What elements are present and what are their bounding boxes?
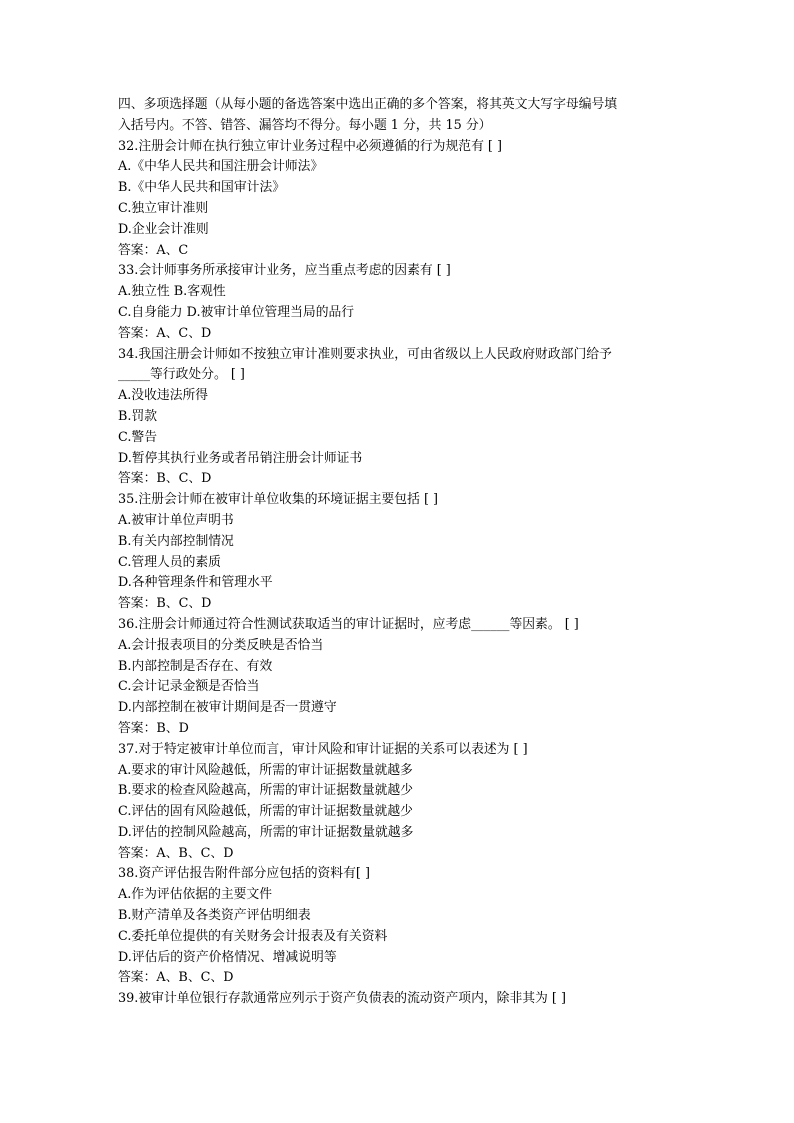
option-d: D.评估的控制风险越高，所需的审计证据数量就越多	[118, 824, 414, 840]
question-stem: 33.会计师事务所承接审计业务，应当重点考虑的因素有 [ ]	[118, 263, 451, 279]
question-stem-continued: _____等行政处分。 [ ]	[118, 367, 245, 383]
option-c: C.警告	[118, 429, 157, 445]
option-a: A.会计报表项目的分类反映是否恰当	[118, 637, 324, 653]
question-stem: 37.对于特定被审计单位而言，审计风险和审计证据的关系可以表述为 [ ]	[118, 741, 528, 757]
option-c: C.评估的固有风险越低，所需的审计证据数量就越少	[118, 804, 413, 820]
answer: 答案：A、C	[118, 242, 189, 258]
question-stem: 36.注册会计师通过符合性测试获取适当的审计证据时，应考虑______等因素。 [ ]	[118, 616, 579, 632]
question-stem: 38.资产评估报告附件部分应包括的资料有[ ]	[118, 866, 370, 882]
question-stem: 39.被审计单位银行存款通常应列示于资产负债表的流动资产项内，除非其为 [ ]	[118, 991, 566, 1007]
option-c: C.独立审计准则	[118, 200, 209, 216]
option-b: B.财产清单及各类资产评估明细表	[118, 908, 311, 924]
section-title-line2: 入括号内。不答、错答、漏答均不得分。每小题 1 分，共 15 分）	[118, 117, 492, 133]
option-a: A.被审计单位声明书	[118, 512, 234, 528]
option-c: C.委托单位提供的有关财务会计报表及有关资料	[118, 928, 388, 944]
option-b: B.要求的检查风险越高，所需的审计证据数量就越少	[118, 783, 414, 799]
answer: 答案：B、D	[118, 720, 189, 736]
option-a: A.作为评估依据的主要文件	[118, 887, 273, 903]
option-d: D.暂停其执行业务或者吊销注册会计师证书	[118, 450, 363, 466]
question-stem: 35.注册会计师在被审计单位收集的环境证据主要包括 [ ]	[118, 492, 439, 508]
question-stem: 32.注册会计师在执行独立审计业务过程中必须遵循的行为规范有 [ ]	[118, 138, 502, 154]
answer: 答案：B、C、D	[118, 471, 212, 487]
option-ab: A.独立性 B.客观性	[118, 284, 226, 300]
option-d: D.评估后的资产价格情况、增减说明等	[118, 949, 337, 965]
option-b: B.内部控制是否存在、有效	[118, 658, 273, 674]
option-c: C.会计记录金额是否恰当	[118, 679, 260, 695]
option-cd: C.自身能力 D.被审计单位管理当局的品行	[118, 304, 355, 320]
option-b: B.有关内部控制情况	[118, 533, 234, 549]
answer: 答案：A、B、C、D	[118, 845, 234, 861]
option-a: A.《中华人民共和国注册会计师法》	[118, 159, 324, 175]
option-a: A.没收违法所得	[118, 388, 209, 404]
option-c: C.管理人员的素质	[118, 554, 221, 570]
answer: 答案：B、C、D	[118, 596, 212, 612]
answer: 答案：A、C、D	[118, 325, 212, 341]
option-a: A.要求的审计风险越低，所需的审计证据数量就越多	[118, 762, 413, 778]
option-b: B.罚款	[118, 408, 158, 424]
option-d: D.企业会计准则	[118, 221, 209, 237]
document-page	[118, 95, 678, 1010]
option-b: B.《中华人民共和国审计法》	[118, 180, 286, 196]
answer: 答案：A、B、C、D	[118, 970, 234, 986]
option-d: D.各种管理条件和管理水平	[118, 575, 273, 591]
question-stem: 34.我国注册会计师如不按独立审计准则要求执业，可由省级以上人民政府财政部门给予	[118, 346, 612, 362]
option-d: D.内部控制在被审计期间是否一贯遵守	[118, 700, 337, 716]
section-title-line1: 四、多项选择题（从每小题的备选答案中选出正确的多个答案，将其英文大写字母编号填	[118, 97, 618, 112]
